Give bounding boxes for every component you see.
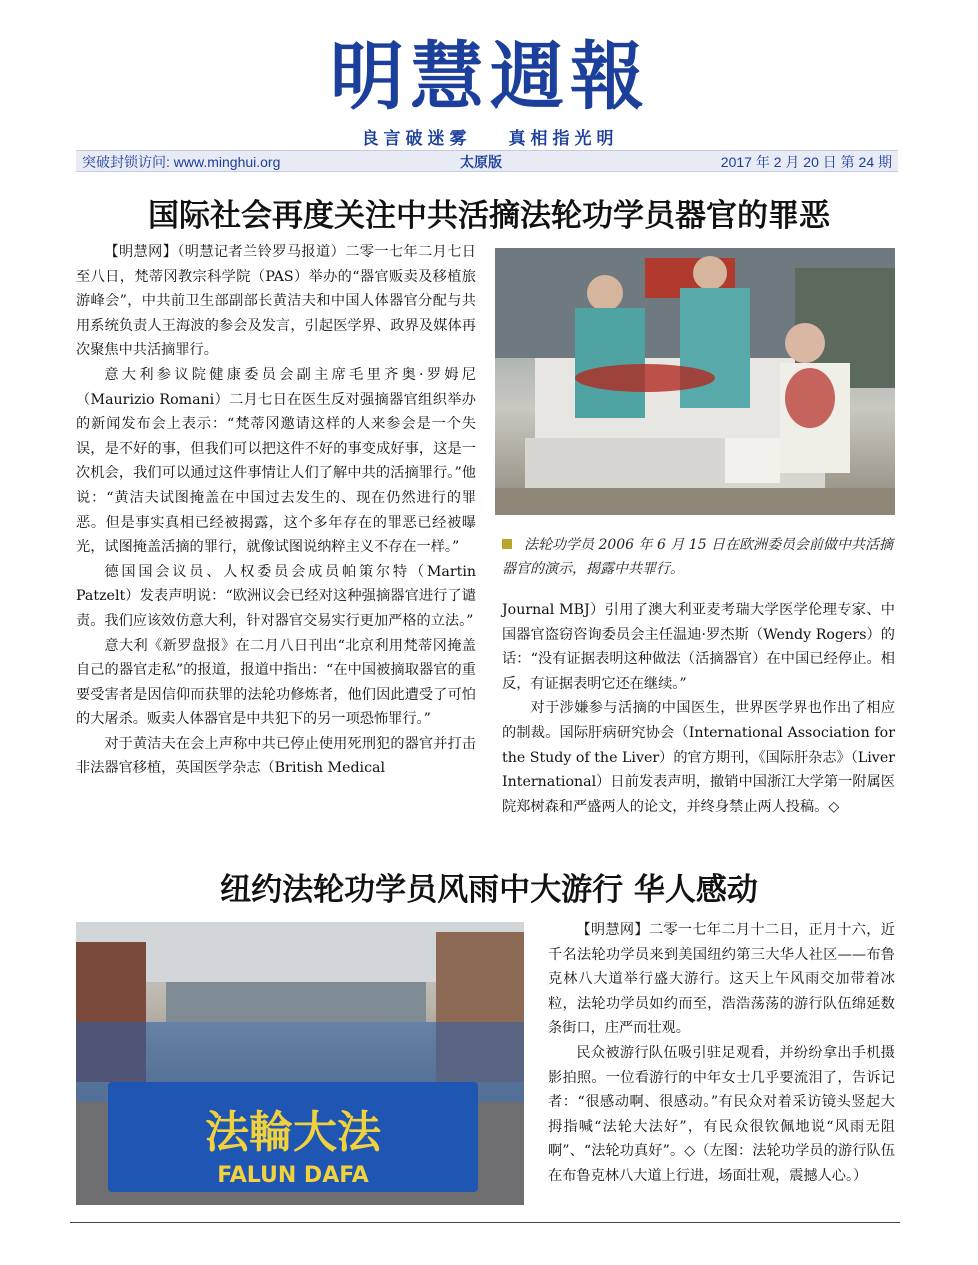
banner-english-text: FALUN DAFA [217, 1163, 369, 1188]
article2-column [548, 918, 895, 1189]
article1-column-left [76, 240, 476, 781]
caption-marker-icon [502, 539, 512, 549]
newspaper-title: 明慧週報 [330, 34, 650, 120]
article1-paragraph: 德国国会议员、人权委员会成员帕策尔特（Martin Patzelt）发表声明说：“欧洲议会已经对这种强摘器官进行了谴责。我们应该效仿意大利，针对器官交易实行更加严格的立法。” [76, 563, 476, 629]
article1-column-right [502, 598, 895, 819]
article1-paragraph: 对于黄洁夫在会上声称中共已停止使用死刑犯的器官并打击非法器官移植，英国医学杂志（British Medical [76, 735, 476, 777]
article1-paragraph: 【明慧网】（明慧记者兰铃罗马报道）二零一七年二月七日至八日，梵蒂冈教宗科学院（PAS）举办的“器官贩卖及移植旅游峰会”，中共前卫生部副部长黄洁夫和中国人体器官分配与共用系统负责人王海波的参会及发言，引起医学界、政界及媒体再次聚焦中共活摘罪行。 [76, 244, 476, 359]
article1-paragraph: 对于涉嫌参与活摘的中国医生，世界医学界也作出了相应的制裁。国际肝病研究协会（International Association for the Study of the Liver）的官方期刊，《国际肝杂志》（Liver International）日前发表声明，撤销中国浙江大学第一附属医院郑树森和严盛两人的论文，并终身禁止两人投稿。◇ [502, 700, 895, 815]
edition-name: 太原版 [460, 154, 502, 170]
article2-headline: 纽约法轮功学员风雨中大游行 华人感动 [220, 872, 758, 908]
article2-paragraph: 民众被游行队伍吸引驻足观看，并纷纷拿出手机摄影拍照。一位看游行的中年女士几乎要流泪了，告诉记者：“很感动啊、很感动。”有民众对着采访镜头竖起大拇指喊“法轮大法好”，有民众很钦佩地说“风雨无阻啊”、“法轮功真好”。◇（左图：法轮功学员的游行队伍在布鲁克林八大道上行进，场面壮观，震撼人心。） [548, 1044, 895, 1184]
organ-harvesting-demonstration-photo [495, 248, 895, 515]
article1-paragraph: 意大利《新罗盘报》在二月八日刊出“北京利用梵蒂冈掩盖自己的器官走私”的报道，报道中指出：“在中国被摘取器官的重要受害者是因信仰而获罪的法轮功修炼者，他们因此遭受了可怕的大屠杀。贩卖人体器官是中共犯下的另一项恐怖罪行。” [76, 637, 476, 728]
article2-photo [76, 922, 524, 1205]
masthead [0, 0, 978, 175]
edition-bar [76, 150, 898, 172]
footer-divider [70, 1222, 900, 1223]
article1-photo [495, 248, 895, 515]
issue-date: 2017 年 2 月 20 日 第 24 期 [720, 154, 892, 170]
article2-paragraph: 【明慧网】二零一七年二月十二日，正月十六，近千名法轮功学员来到美国纽约第三大华人社区——布鲁克林八大道举行盛大游行。这天上午风雨交加带着冰粒，法轮功学员如约而至，浩浩荡荡的游行队伍绵延数条街口，庄严而壮观。 [548, 922, 895, 1037]
article1-headline: 国际社会再度关注中共活摘法轮功学员器官的罪恶 [148, 198, 830, 234]
banner-chinese-text: 法輪大法 [205, 1107, 381, 1158]
article1-paragraph: 意大利参议院健康委员会副主席毛里齐奥·罗姆尼（Maurizio Romani）二月七日在医生反对强摘器官组织举办的新闻发布会上表示：“梵蒂冈邀请这样的人来参会是一个失误，是不好的事，但我们可以把这件不好的事变成好事，这是一次机会，我们可以通过这件事情让人们了解中共的活摘罪行。”他说：“黄洁夫试图掩盖在中国过去发生的、现在仍然进行的罪恶。但是事实真相已经被揭露，这个多年存在的罪恶已经被曝光，试图掩盖活摘的罪行，就像试图说纳粹主义不存在一样。” [76, 366, 476, 556]
article1-photo-caption: 法轮功学员 2006 年 6 月 15 日在欧洲委员会前做中共活摘器官的演示，揭露中共罪行。 [502, 537, 894, 577]
parade-photo [76, 922, 524, 1205]
website-link[interactable]: 突破封锁访问: www.minghui.org [82, 154, 281, 170]
article1-paragraph: Journal MBJ）引用了澳大利亚麦考瑞大学医学伦理专家、中国器官盗窃咨询委员会主任温迪·罗杰斯（Wendy Rogers）的话：“没有证据表明这种做法（活摘器官）在中国已经停止。相反，有证据表明它还在继续。” [502, 602, 895, 692]
newspaper-slogan: 良言破迷雾 真相指光明 [361, 129, 619, 149]
